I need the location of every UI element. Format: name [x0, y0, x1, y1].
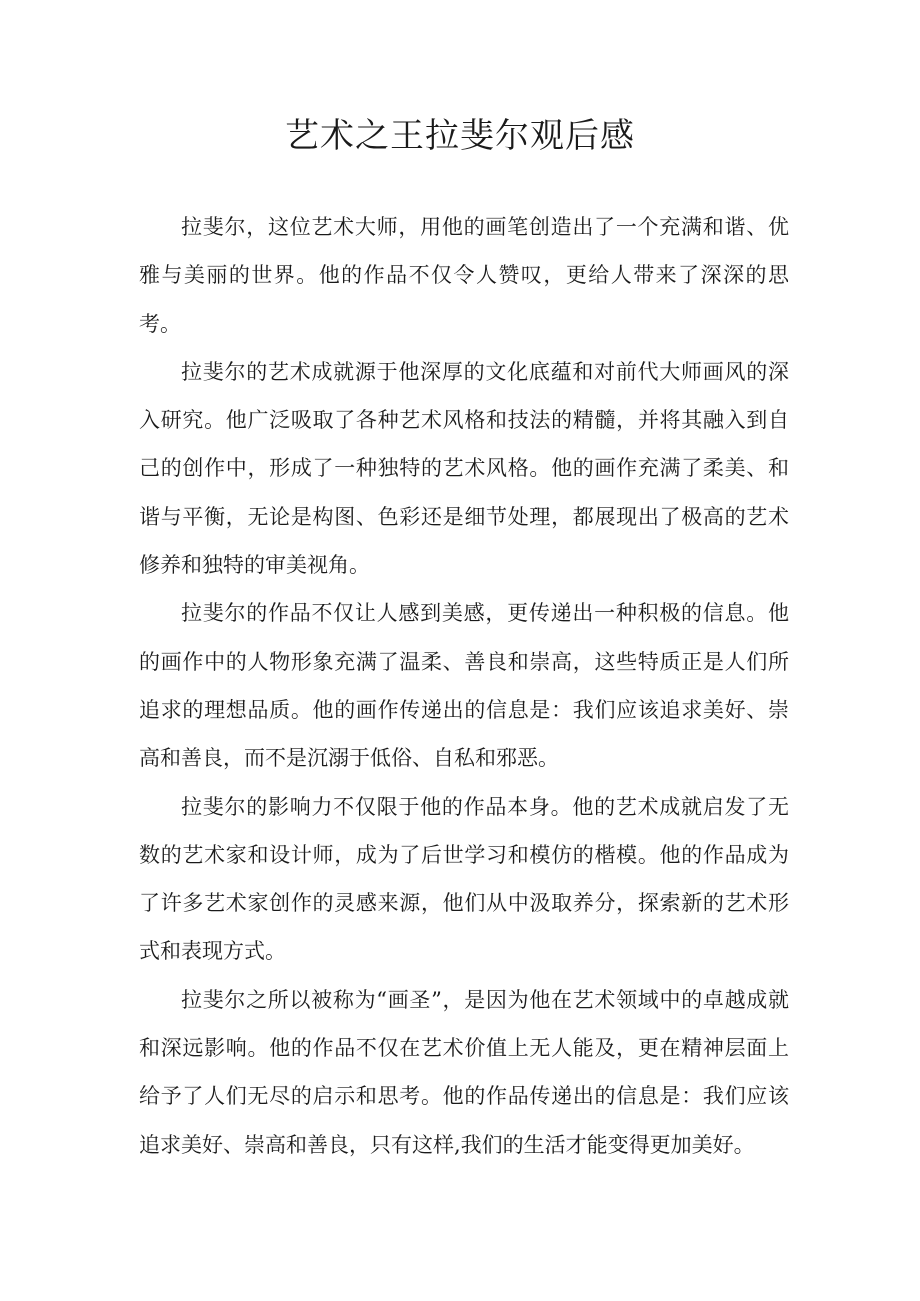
paragraph-5: 拉斐尔之所以被称为“画圣”，是因为他在艺术领域中的卓越成就和深远影响。他的作品不仅在艺术价值上无人能及，更在精神层面上给予了人们无尽的启示和思考。他的作品传递出的信息是：我们应该追求美好、崇高和善良，只有这样,我们的生活才能变得更加美好。 — [139, 987, 789, 1157]
paragraph-2: 拉斐尔的艺术成就源于他深厚的文化底蕴和对前代大师画风的深入研究。他广泛吸取了各种艺术风格和技法的精髓，并将其融入到自己的创作中，形成了一种独特的艺术风格。他的画作充满了柔美、和谐与平衡，无论是构图、色彩还是细节处理，都展现出了极高的艺术修养和独特的审美视角。 — [139, 359, 789, 578]
paragraph-4: 拉斐尔的影响力不仅限于他的作品本身。他的艺术成就启发了无数的艺术家和设计师，成为了后世学习和模仿的楷模。他的作品成为了许多艺术家创作的灵感来源，他们从中汲取养分，探索新的艺术形式和表现方式。 — [139, 794, 789, 964]
paragraph-1: 拉斐尔，这位艺术大师，用他的画笔创造出了一个充满和谐、优雅与美丽的世界。他的作品不仅令人赞叹，更给人带来了深深的思考。 — [139, 215, 789, 336]
paragraph-3: 拉斐尔的作品不仅让人感到美感，更传递出一种积极的信息。他的画作中的人物形象充满了温柔、善良和崇高，这些特质正是人们所追求的理想品质。他的画作传递出的信息是：我们应该追求美好、崇高和善良，而不是沉溺于低俗、自私和邪恶。 — [139, 601, 789, 771]
document-title: 艺术之王拉斐尔观后感 — [285, 116, 635, 156]
document-body — [139, 203, 789, 1169]
